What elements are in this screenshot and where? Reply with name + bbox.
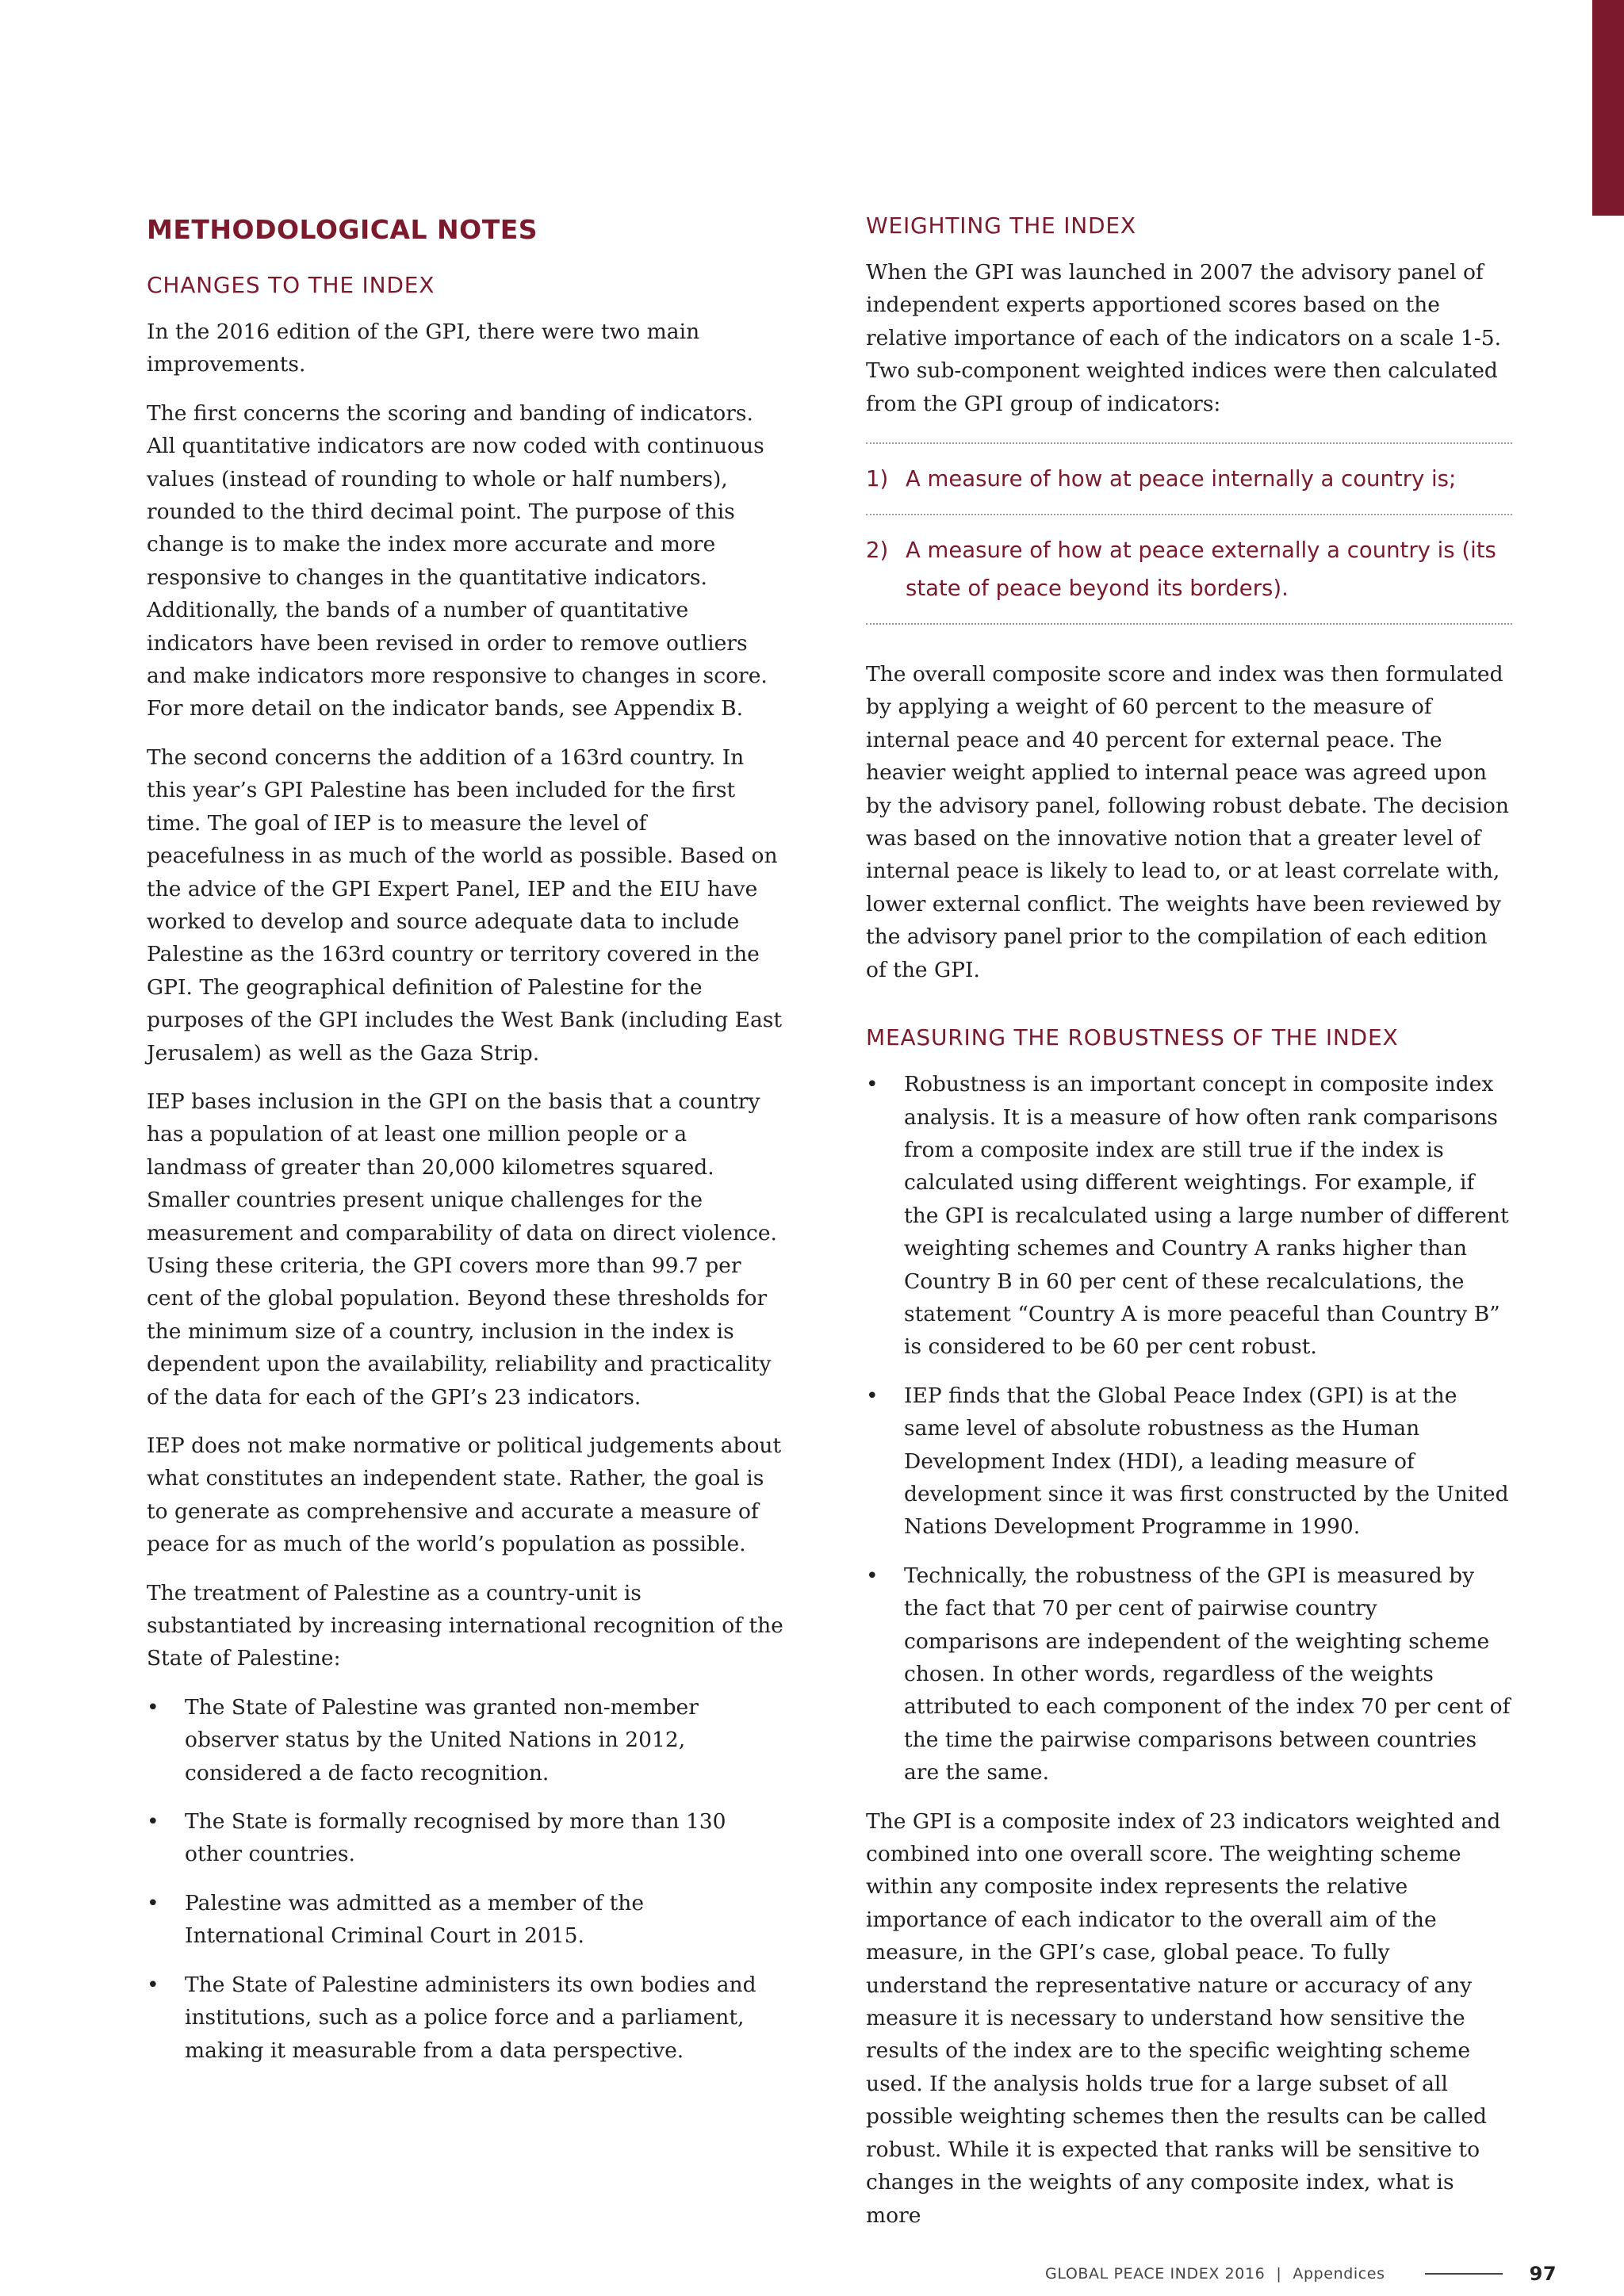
paragraph: The GPI is a composite index of 23 indicators weighted and combined into one overall score. The weighting scheme within any composite index represents the relative importance of each indicator to the overall aim of the measure, in the GPI’s case, global peace. To fully understand the representative nature or accuracy of any measure it is necessary to understand how sensitive the results of the index are to the specific weighting scheme used. If the analysis holds true for a large subset of all possible weighting schemes then the results can be called robust. While it is expected that ranks will be sensitive to changes in the weights of any composite index, what is more (866, 1808, 1501, 2228)
paragraph: IEP does not make normative or political judgements about what constitutes an independent state. Rather, the goal is to generate as comprehensive and accurate a measure of peace for as much of the world’s population as possible. (147, 1433, 782, 1557)
list-item: • The State of Palestine administers its own bodies and institutions, such as a police force and a parliament, making it measurable from a data perspective. (147, 1969, 785, 2067)
list-item: • The State is formally recognised by more than 130 other countries. (147, 1805, 785, 1871)
section-heading-robustness: MEASURING THE ROBUSTNESS OF THE INDEX (866, 1024, 1399, 1051)
palestine-recognition-list (147, 1691, 785, 2067)
list-item: • Technically, the robustness of the GPI is measured by the fact that 70 per cent of pairwise country comparisons are independent of the weighting scheme chosen. In other words, regardless of the weights attributed to each component of the index 70 per cent of the time the pairwise comparisons between countries are the same. (866, 1559, 1512, 1789)
paragraph: When the GPI was launched in 2007 the advisory panel of independent experts apportioned scores based on the relative importance of each of the indicators on a scale 1-5. Two sub-component weighted indices were then calculated from the GPI group of indicators: (866, 260, 1501, 416)
footer-section: Appendices (1293, 2265, 1385, 2283)
list-item: • The State of Palestine was granted non-member observer status by the United Nations in 2012, considered a de facto recognition. (147, 1691, 785, 1789)
list-item: • Palestine was admitted as a member of the International Criminal Court in 2015. (147, 1887, 785, 1953)
page-title: METHODOLOGICAL NOTES (147, 214, 538, 245)
page-number: 97 (1529, 2263, 1557, 2285)
sub-index-callout (866, 442, 1512, 625)
measure-text: A measure of how at peace internally a country is; (906, 466, 1457, 492)
robustness-list (866, 1068, 1512, 1789)
paragraph: IEP bases inclusion in the GPI on the basis that a country has a population of at least one million people or a landmass of greater than 20,000 kilometres squared. Smaller countries present unique challenges for the measurement and comparability of data on direct violence. Using these criteria, the GPI covers more than 99.7 per cent of the global population. Beyond these thresholds for the minimum size of a country, inclusion in the index is dependent upon the availability, reliability and practicality of the data for each of the GPI’s 23 indicators. (147, 1089, 777, 1410)
measure-number: 1) (866, 466, 889, 492)
paragraph: The treatment of Palestine as a country-unit is substantiated by increasing international recognition of the State of Palestine: (147, 1580, 783, 1671)
list-item: • IEP finds that the Global Peace Index (GPI) is at the same level of absolute robustness as the Human Development Index (HDI), a leading measure of development since it was first constructed by the United Nations Development Programme in 1990. (866, 1380, 1512, 1544)
paragraph: The overall composite score and index was then formulated by applying a weight of 60 percent to the measure of internal peace and 40 percent for external peace. The heavier weight applied to internal peace was agreed upon by the advisory panel, following robust debate. The decision was based on the innovative notion that a greater level of internal peace is likely to lead to, or at least correlate with, lower external conflict. The weights have been reviewed by the advisory panel prior to the compilation of each edition of the GPI. (866, 662, 1509, 982)
paragraph: The second concerns the addition of a 163rd country. In this year’s GPI Palestine has been included for the first time. The goal of IEP is to measure the level of peacefulness in as much of the world as possible. Based on the advice of the GPI Expert Panel, IEP and the EIU have worked to develop and source adequate data to include Palestine as the 163rd country or territory covered in the GPI. The geographical definition of Palestine for the purposes of the GPI includes the West Bank (including East Jerusalem) as well as the Gaza Strip. (147, 744, 783, 1066)
paragraph: In the 2016 edition of the GPI, there were two main improvements. (147, 320, 700, 377)
measure-item-external (866, 514, 1512, 623)
section-heading-changes: CHANGES TO THE INDEX (147, 272, 435, 298)
left-column (147, 214, 785, 2083)
measure-item-internal (866, 444, 1512, 514)
footer-publication: GLOBAL PEACE INDEX 2016 (1045, 2265, 1266, 2283)
right-column (866, 212, 1512, 2248)
section-heading-weighting: WEIGHTING THE INDEX (866, 212, 1136, 239)
page-footer (1045, 2263, 1561, 2285)
section-tab-marker (1592, 0, 1624, 216)
paragraph: The first concerns the scoring and banding of indicators. All quantitative indicators are now coded with continuous values (instead of rounding to whole or half numbers), rounded to the third decimal point. The purpose of this change is to make the index more accurate and more responsive to changes in the quantitative indicators. Additionally, the bands of a number of quantitative indicators have been revised in order to remove outliers and make indicators more responsive to changes in score. For more detail on the indicator bands, see Appendix B. (147, 400, 768, 721)
measure-text: A measure of how at peace externally a country is (its state of peace beyond its borders). (906, 538, 1496, 602)
footer-rule (1425, 2273, 1503, 2275)
measure-number: 2) (866, 538, 889, 564)
footer-separator: | (1276, 2265, 1282, 2283)
list-item: • Robustness is an important concept in composite index analysis. It is a measure of how often rank comparisons from a composite index are still true if the index is calculated using different weightings. For example, if the GPI is recalculated using a large number of different weighting schemes and Country A ranks higher than Country B in 60 per cent of these recalculations, the statement “Country A is more peaceful than Country B” is considered to be 60 per cent robust. (866, 1068, 1512, 1364)
